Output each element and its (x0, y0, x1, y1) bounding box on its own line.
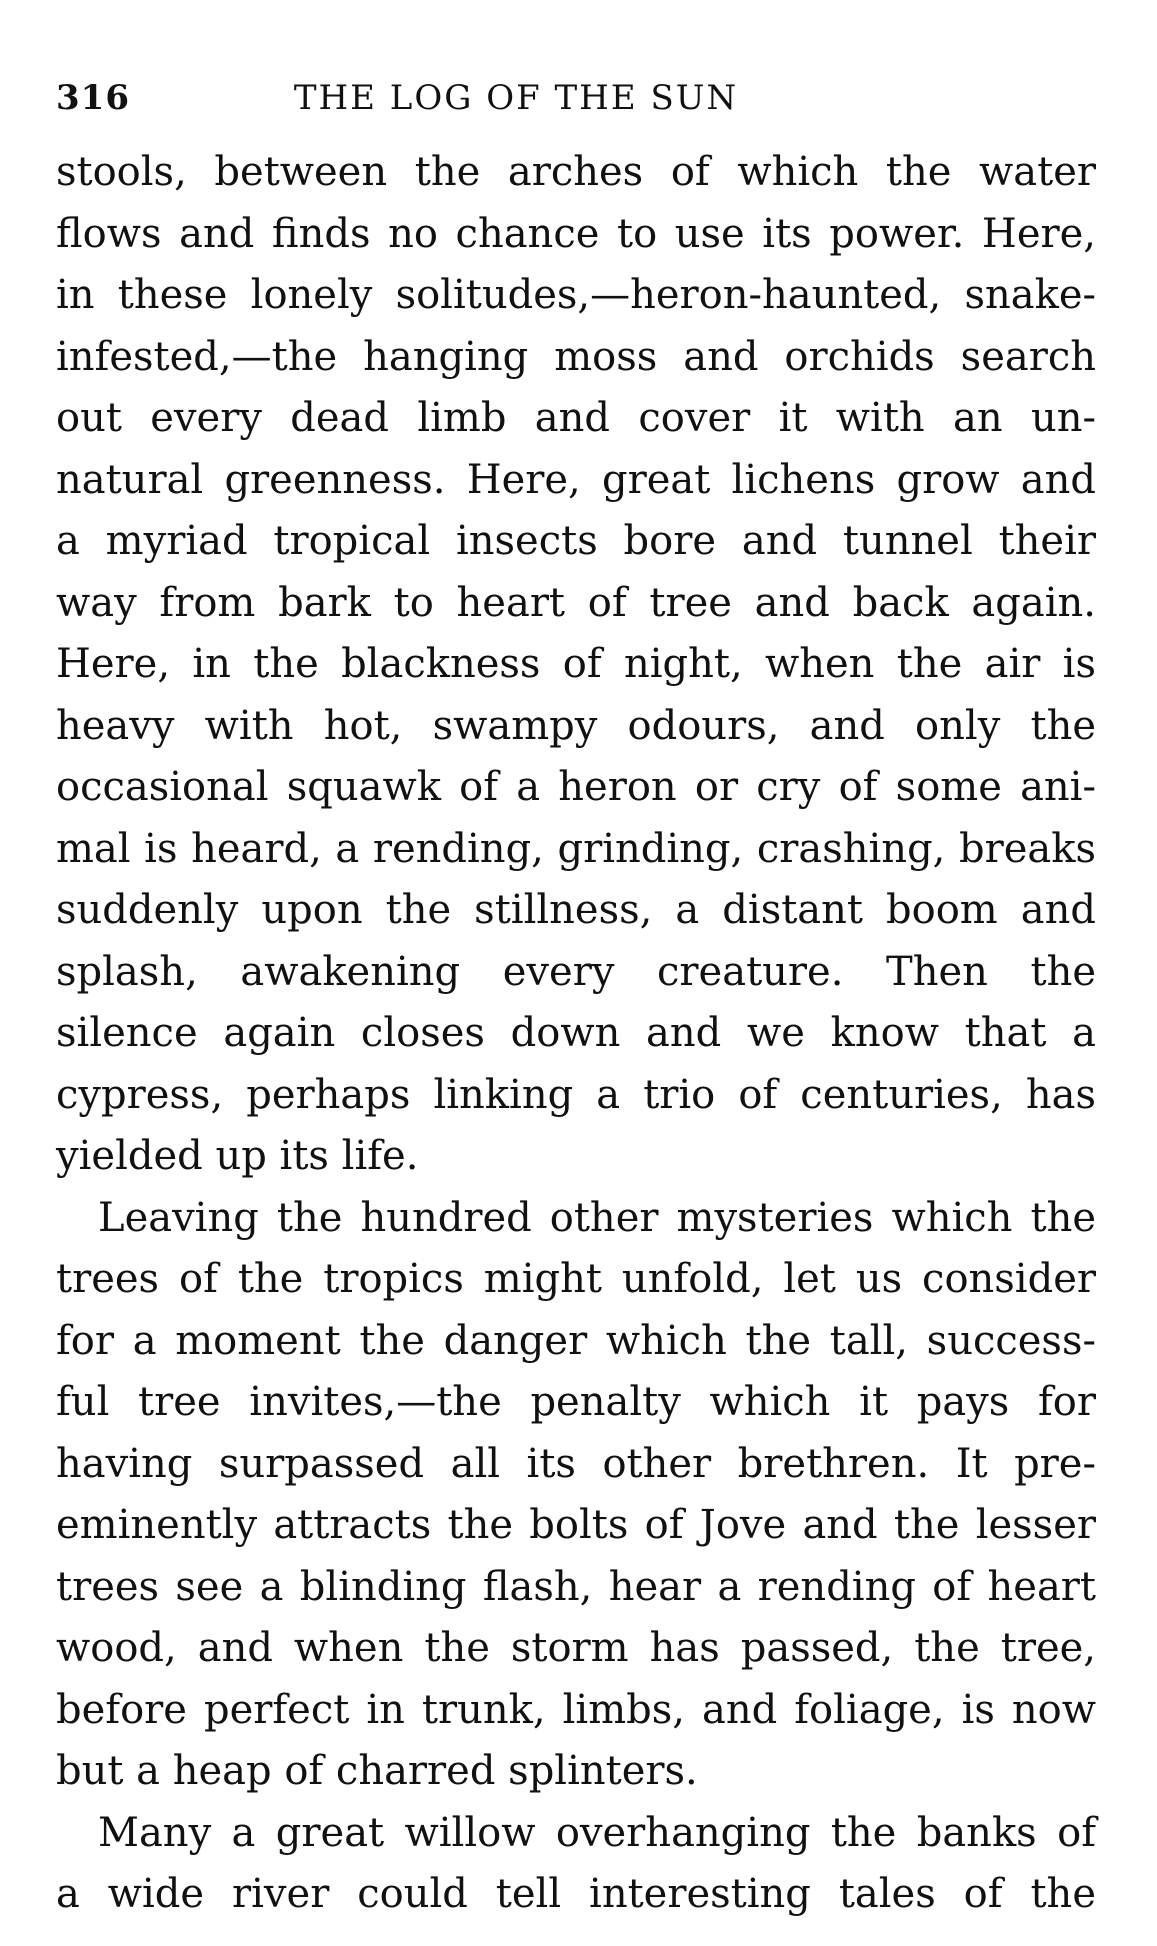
text-line: trees see a blinding flash, hear a rending of heart (56, 1563, 1096, 1610)
running-head (56, 72, 1096, 132)
text-line: for a moment the danger which the tall, success- (56, 1317, 1096, 1364)
text-line: trees of the tropics might unfold, let us consider (56, 1256, 1096, 1302)
text-line: cypress, perhaps linking a trio of centuries, has (56, 1071, 1096, 1118)
text-line: infested,—the hanging moss and orchids search (56, 333, 1096, 380)
text-line: flows and finds no chance to use its power. Here, (56, 210, 1096, 257)
text-line: ful tree invites,—the penalty which it pays for (56, 1379, 1096, 1425)
text-line: wood, and when the storm has passed, the tree, (56, 1625, 1096, 1671)
text-line: silence again closes down and we know that a (56, 1010, 1096, 1056)
book-page (56, 72, 1096, 1926)
text-line: mal is heard, a rending, grinding, crashing, breaks (56, 825, 1096, 872)
paragraph (56, 1188, 1096, 1803)
running-title: THE LOG OF THE SUN (293, 78, 739, 118)
text-line: a myriad tropical insects bore and tunnel their (56, 518, 1096, 564)
text-line: heavy with hot, swampy odours, and only the (56, 702, 1096, 749)
text-line: before perfect in trunk, limbs, and foliage, is now (56, 1686, 1096, 1733)
text-line: but a heap of charred splinters. (56, 1748, 698, 1794)
text-line: way from bark to heart of tree and back again. (56, 579, 1096, 626)
text-line: yielded up its life. (56, 1133, 419, 1179)
text-line: having surpassed all its other brethren. It pre- (56, 1440, 1096, 1487)
paragraph (56, 1803, 1096, 1926)
text-line: natural greenness. Here, great lichens grow and (56, 456, 1096, 503)
text-line: out every dead limb and cover it with an un- (56, 395, 1096, 441)
text-line: Many a great willow overhanging the banks of (98, 1809, 1096, 1856)
paragraph (56, 142, 1096, 1188)
body-text (56, 142, 1096, 1926)
text-line: stools, between the arches of which the water (56, 149, 1096, 195)
text-line: Leaving the hundred other mysteries which the (98, 1194, 1096, 1241)
text-line: a wide river could tell interesting tales of the (56, 1871, 1096, 1917)
text-line: occasional squawk of a heron or cry of some ani- (56, 764, 1096, 810)
text-line: suddenly upon the stillness, a distant boom and (56, 887, 1096, 933)
text-line: in these lonely solitudes,—heron-haunted, snake- (56, 272, 1096, 318)
text-line: eminently attracts the bolts of Jove and the lesser (56, 1502, 1096, 1548)
page-number: 316 (56, 78, 130, 118)
text-line: Here, in the blackness of night, when the air is (56, 641, 1096, 687)
text-line: splash, awakening every creature. Then the (56, 948, 1096, 995)
